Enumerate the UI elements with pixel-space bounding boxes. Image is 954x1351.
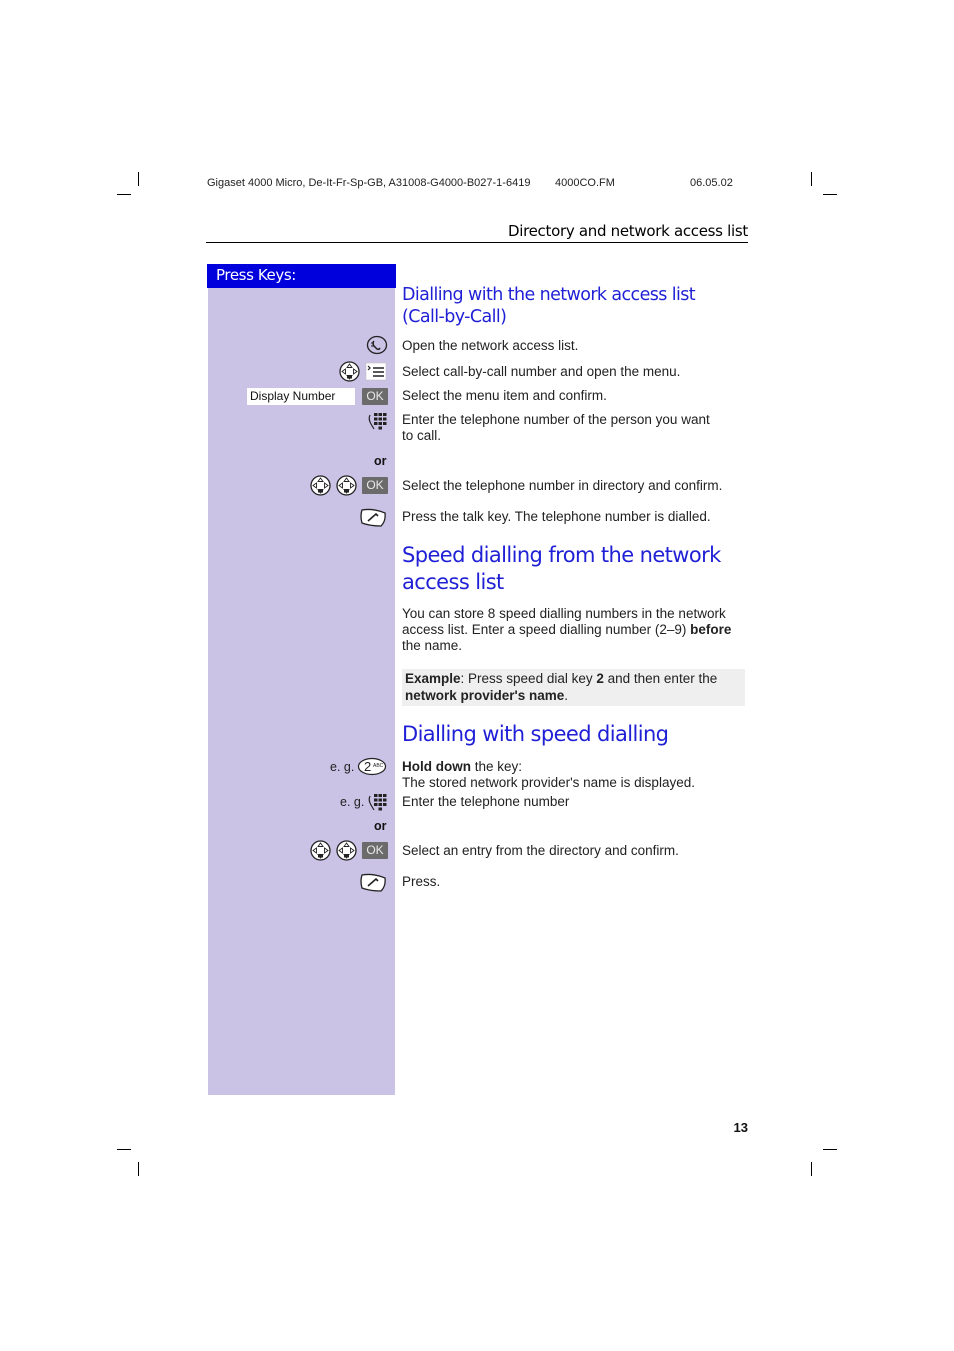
- speed-dial-description: You can store 8 speed dialling numbers in the network access list. Enter a speed dialling number (2–9) before the name.: [402, 606, 732, 653]
- ok-key[interactable]: OK: [362, 477, 388, 494]
- step-enter-telephone-number: Enter the telephone number: [402, 794, 570, 809]
- nav-key-icon: [310, 475, 331, 496]
- digit-key-icon[interactable]: [357, 757, 387, 776]
- crop-mark: [823, 194, 837, 195]
- crop-mark: [117, 194, 131, 195]
- step-select-entry: Select an entry from the directory and confirm.: [402, 843, 679, 858]
- display-number-softkey[interactable]: Display Number: [247, 388, 355, 405]
- key-column-header: Press Keys:: [207, 264, 396, 288]
- example-box: Example: Press speed dial key 2 and then enter the network provider's name.: [402, 669, 745, 706]
- network-list-key-icon: [366, 335, 388, 355]
- step-press-talk: Press the talk key. The telephone number is dialled.: [402, 509, 711, 524]
- step-select-menu-item: Select the menu item and confirm.: [402, 388, 607, 403]
- or-label: or: [374, 819, 387, 833]
- talk-key-icon: [359, 872, 388, 893]
- ok-key[interactable]: OK: [362, 388, 388, 405]
- header-rule: [206, 242, 748, 243]
- step-enter-number: Enter the telephone number of the person you want to call.: [402, 412, 710, 443]
- crop-mark: [117, 1149, 131, 1150]
- svg-text:ABC: ABC: [373, 763, 384, 769]
- nav-key-icon: [339, 361, 360, 382]
- doc-info: Gigaset 4000 Micro, De-It-Fr-Sp-GB, A31008-G4000-B027-1-6419: [207, 177, 531, 189]
- keypad-icon: [367, 792, 387, 813]
- step-select-from-directory: Select the telephone number in directory and confirm.: [402, 478, 723, 493]
- nav-key-icon: [336, 840, 357, 861]
- crop-mark: [138, 1162, 139, 1176]
- eg-label: e. g.: [340, 795, 365, 809]
- crop-mark: [823, 1149, 837, 1150]
- page-number: 13: [733, 1120, 748, 1135]
- heading-call-by-call: Dialling with the network access list (Call-by-Call): [402, 285, 696, 327]
- nav-key-icon: [336, 475, 357, 496]
- step-select-cbc: Select call-by-call number and open the menu.: [402, 364, 681, 379]
- digit-key-label: 2: [364, 759, 372, 774]
- step-open-list: Open the network access list.: [402, 338, 579, 353]
- talk-key-icon: [359, 507, 388, 528]
- nav-key-icon: [310, 840, 331, 861]
- step-press: Press.: [402, 874, 441, 889]
- section-title: Directory and network access list: [507, 222, 748, 240]
- crop-mark: [811, 1162, 812, 1176]
- crop-mark: [138, 172, 139, 186]
- crop-mark: [811, 172, 812, 186]
- heading-speed-dial-use: Dialling with speed dialling: [402, 722, 669, 746]
- ok-key[interactable]: OK: [362, 842, 388, 859]
- heading-speed-dial-store: Speed dialling from the network access list: [402, 543, 721, 594]
- step-hold-down: Hold down the key: The stored network provider's name is displayed.: [402, 759, 695, 790]
- menu-key-icon: [365, 362, 387, 381]
- eg-label: e. g.: [330, 760, 355, 774]
- or-label: or: [374, 454, 387, 468]
- file-name: 4000CO.FM: [555, 177, 615, 189]
- doc-date: 06.05.02: [690, 177, 733, 189]
- keypad-icon: [367, 411, 387, 432]
